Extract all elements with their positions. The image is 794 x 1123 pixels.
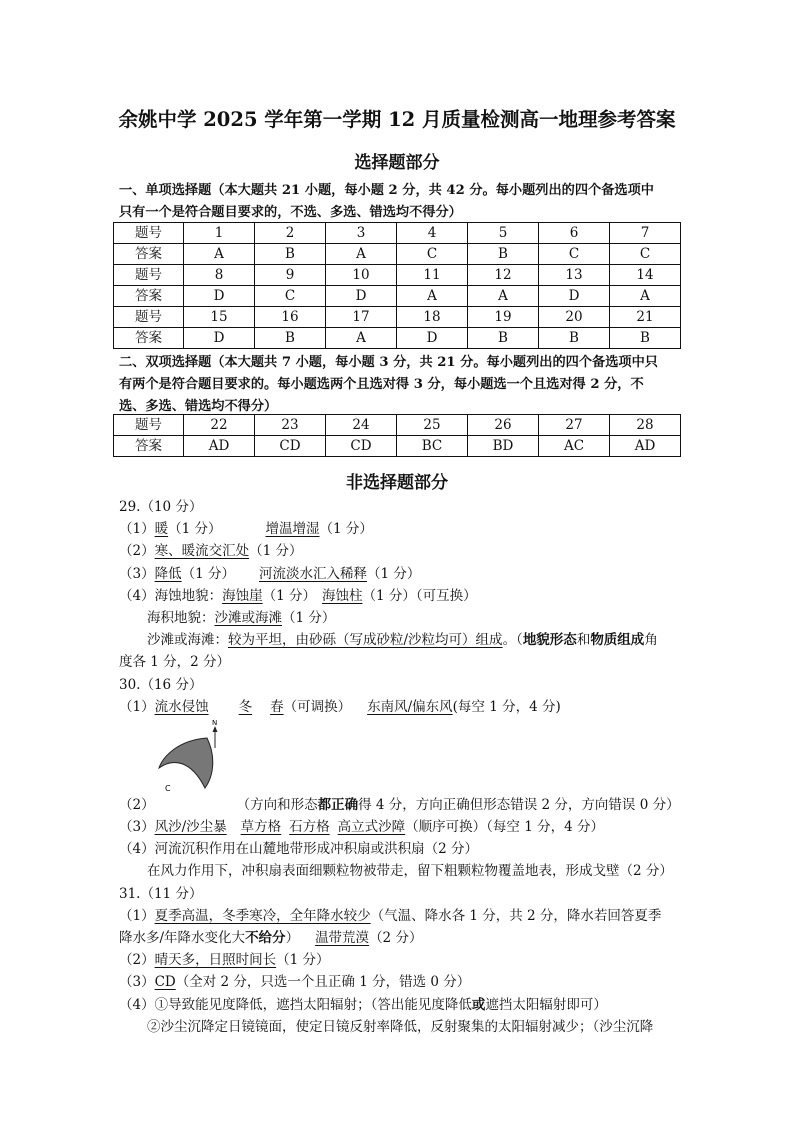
north-label: N (212, 718, 218, 727)
row-label: 答案 (114, 286, 184, 307)
table-cell: B (539, 328, 610, 349)
label-text: 海蚀地貌： (154, 587, 223, 604)
table-cell: A (468, 286, 539, 307)
score-note: （1 分） (249, 543, 303, 560)
table-cell: CD (255, 436, 326, 457)
table-cell: D (397, 328, 468, 349)
score-note: （1 分） (282, 609, 336, 626)
table-cell: 24 (326, 415, 397, 436)
q30-line-4: （4）河流沉积作用在山麓地带形成冲积扇或洪积扇（2 分） (119, 841, 478, 858)
q31-line-6: ②沙尘沉降定日镜镜面，使定日镜反射率降低，反射聚集的太阳辐射减少；（沙尘沉降 (147, 1018, 654, 1035)
item-number: （4） (119, 996, 155, 1013)
row-label: 答案 (114, 436, 184, 457)
label-text: 海积地貌： (147, 609, 215, 626)
item-number: （1） (119, 521, 155, 538)
barchan-dune-shape (159, 738, 213, 788)
q29-line-1 (119, 518, 681, 540)
q29-line-4 (119, 585, 681, 607)
answer-text: 降低 (154, 565, 182, 582)
table-cell: AD (184, 436, 255, 457)
q29-line-7: 度各 1 分，2 分） (119, 654, 231, 671)
table-cell: 5 (468, 223, 539, 244)
section-nonchoice-heading: 非选择题部分 (346, 473, 448, 493)
score-note: （1 分） (366, 565, 421, 582)
answer-row (114, 286, 681, 307)
label-text: 沙滩或海滩： (147, 632, 228, 649)
answer-text: ①导致能见度降低，遮挡太阳辐射；（答出能见度降低 (154, 996, 472, 1013)
emphasis-text: 物质组成 (590, 632, 645, 649)
question-number-row (114, 307, 681, 328)
answer-text: 沙滩或海滩 (214, 609, 282, 626)
answer-text: 草方格 (240, 819, 282, 836)
row-label: 答案 (114, 328, 184, 349)
item-number: （1） (119, 907, 155, 924)
crescent-dune-sketch (157, 718, 237, 794)
crescent-dune-figure (119, 718, 681, 794)
row-label: 题号 (114, 415, 184, 436)
score-note: （方向和形态 (236, 796, 318, 813)
table-cell: B (468, 328, 539, 349)
score-note: 降水多/年降水变化大 (119, 930, 246, 946)
table-cell: 16 (255, 307, 326, 328)
question-number-row (114, 265, 681, 286)
table-cell: 21 (610, 307, 681, 328)
table-cell: 7 (610, 223, 681, 244)
q30-line-1 (119, 696, 681, 718)
answer-text: 东南风/偏东风 (367, 698, 453, 715)
score-note: （1 分） (168, 521, 222, 538)
table-cell: 28 (610, 415, 681, 436)
q31-line-5 (119, 994, 681, 1016)
table-cell: 2 (255, 223, 326, 244)
score-note: 和 (576, 632, 591, 649)
q29-line-6 (119, 629, 681, 651)
answer-text: 河流淡水汇入稀释 (258, 565, 367, 582)
table-cell: 1 (184, 223, 255, 244)
table-cell: AC (539, 436, 610, 457)
emphasis-text: 都正确 (317, 796, 359, 813)
table-cell: A (397, 286, 468, 307)
emphasis-text: 不给分 (245, 930, 286, 946)
part1-heading-line: 一、单项选择题（本大题共 21 小题，每小题 2 分，共 42 分。每小题列出的四个备选项中 (119, 183, 654, 198)
table-cell: D (184, 286, 255, 307)
table-cell: 18 (397, 307, 468, 328)
score-note: （全对 2 分，只选一个且正确 1 分，错选 0 分） (175, 974, 471, 991)
table-cell: D (184, 328, 255, 349)
question-number-row (114, 415, 681, 436)
answer-text: 石方格 (289, 819, 330, 836)
item-number: （3） (119, 565, 155, 582)
answer-text: 海蚀柱 (321, 587, 363, 604)
table-cell: 17 (326, 307, 397, 328)
table-cell: BC (397, 436, 468, 457)
double-choice-answer-table (113, 414, 681, 457)
table-cell: B (610, 328, 681, 349)
table-cell: A (326, 328, 397, 349)
table-cell: C (397, 244, 468, 265)
score-note: （1 分） (276, 952, 330, 969)
table-cell: C (539, 244, 610, 265)
answer-text: 增温增湿 (265, 521, 320, 538)
answer-body (119, 496, 681, 1038)
table-cell: A (326, 244, 397, 265)
part2-heading (119, 352, 679, 418)
row-label: 题号 (114, 265, 184, 286)
part2-heading-line: 选、多选、错选均不得分） (119, 399, 278, 414)
table-cell: 14 (610, 265, 681, 286)
answer-text: 流水侵蚀 (154, 698, 209, 715)
table-cell: 11 (397, 265, 468, 286)
q30-line-2 (119, 794, 681, 816)
single-choice-answer-table (113, 222, 681, 349)
score-note: 角 (644, 632, 658, 649)
table-cell: B (255, 244, 326, 265)
score-note: （2 分） (369, 930, 423, 946)
q29-header: 29.（10 分） (119, 499, 203, 515)
table-cell: 25 (397, 415, 468, 436)
table-cell: 26 (468, 415, 539, 436)
table-cell: BD (468, 436, 539, 457)
table-cell: CD (326, 436, 397, 457)
item-number: （1） (119, 698, 155, 715)
section-choice-heading: 选择题部分 (354, 153, 440, 173)
answer-text: 冬 (238, 698, 253, 715)
answer-text: 较为平坦，由砂砾（写成砂粒/沙粒均可）组成 (228, 632, 503, 649)
score-note: （可调换） (283, 698, 352, 715)
table-cell: 12 (468, 265, 539, 286)
score-note: （顺序可换）（每空 1 分，4 分） (405, 819, 604, 836)
table-cell: A (610, 286, 681, 307)
item-number: （2） (119, 543, 155, 560)
part2-heading-line: 二、双项选择题（本大题共 7 小题，每小题 3 分，共 21 分。每小题列出的四个备选项中只 (119, 355, 658, 370)
answer-text: 春 (270, 698, 284, 715)
answer-row (114, 244, 681, 265)
table-cell: C (255, 286, 326, 307)
score-note: （1 分）（可互换） (362, 587, 477, 604)
row-label: 题号 (114, 307, 184, 328)
score-note: （1 分） (262, 587, 316, 604)
answer-text: 晴天多，日照时间长 (154, 952, 277, 969)
item-number: （3） (119, 819, 155, 836)
score-note: (每空 1 分，4 分) (452, 698, 561, 715)
table-cell: 22 (184, 415, 255, 436)
table-cell: AD (610, 436, 681, 457)
table-cell: 13 (539, 265, 610, 286)
item-number: （4） (119, 587, 155, 604)
answer-text: 风沙/沙尘暴 (154, 819, 227, 836)
q29-line-5 (119, 607, 681, 629)
score-note: （气温、降水各 1 分，共 2 分，降水若回答夏季 (370, 907, 662, 924)
table-cell: 20 (539, 307, 610, 328)
question-number-row (114, 223, 681, 244)
score-note: ） (285, 930, 300, 946)
q29-line-3 (119, 563, 681, 585)
score-note: （1 分） (319, 521, 373, 538)
table-cell: 6 (539, 223, 610, 244)
corner-label: C (165, 783, 171, 793)
answer-text: 暖 (154, 521, 169, 538)
answer-text: 高立式沙障 (337, 819, 406, 836)
answer-text: 温带荒漠 (315, 930, 370, 946)
table-cell: D (326, 286, 397, 307)
table-cell: 10 (326, 265, 397, 286)
score-note: 遮挡太阳辐射即可） (485, 996, 607, 1013)
part1-heading-line: 只有一个是符合题目要求的，不选、多选、错选均不得分） (119, 205, 462, 220)
answer-text: 寒、暖流交汇处 (154, 543, 250, 560)
answer-text: CD (154, 974, 176, 991)
table-cell: D (539, 286, 610, 307)
q29-line-2 (119, 540, 681, 562)
row-label: 答案 (114, 244, 184, 265)
item-number: （3） (119, 974, 155, 991)
emphasis-text: 地貌形态 (522, 632, 577, 649)
page-title: 余姚中学 2025 学年第一学期 12 月质量检测高一地理参考答案 (118, 108, 676, 131)
row-label: 题号 (114, 223, 184, 244)
q31-line-2 (119, 927, 681, 949)
table-cell: C (610, 244, 681, 265)
emphasis-text: 或 (471, 996, 486, 1013)
answer-row (114, 436, 681, 457)
q31-line-1 (119, 905, 681, 927)
table-cell: 19 (468, 307, 539, 328)
table-cell: B (468, 244, 539, 265)
item-number: （2） (119, 796, 155, 813)
table-cell: A (184, 244, 255, 265)
table-cell: 4 (397, 223, 468, 244)
score-note: （1 分） (181, 565, 235, 582)
part1-heading (119, 180, 679, 224)
table-cell: 3 (326, 223, 397, 244)
answer-text: 夏季高温，冬季寒冷，全年降水较少 (154, 907, 371, 924)
table-cell: 8 (184, 265, 255, 286)
q30-line-3 (119, 816, 681, 838)
answer-row (114, 328, 681, 349)
table-cell: 15 (184, 307, 255, 328)
table-cell: B (255, 328, 326, 349)
part2-heading-line: 有两个是符合题目要求的。每小题选两个且选对得 3 分，每小题选一个且选对得 2 分，不 (119, 377, 644, 392)
score-note: 。（ (502, 632, 523, 649)
item-number: （2） (119, 952, 155, 969)
q31-line-3 (119, 949, 681, 971)
q31-line-4 (119, 971, 681, 993)
q31-header: 31.（11 分） (119, 885, 203, 902)
table-cell: 9 (255, 265, 326, 286)
q30-header: 30.（16 分） (119, 676, 203, 693)
answer-text: 海蚀崖 (222, 587, 263, 604)
q30-line-5: 在风力作用下，冲积扇表面细颗粒物被带走，留下粗颗粒物覆盖地表，形成戈壁（2 分） (147, 863, 673, 880)
score-note: 得 4 分，方向正确但形态错误 2 分，方向错误 0 分） (358, 796, 680, 813)
table-cell: 27 (539, 415, 610, 436)
table-cell: 23 (255, 415, 326, 436)
